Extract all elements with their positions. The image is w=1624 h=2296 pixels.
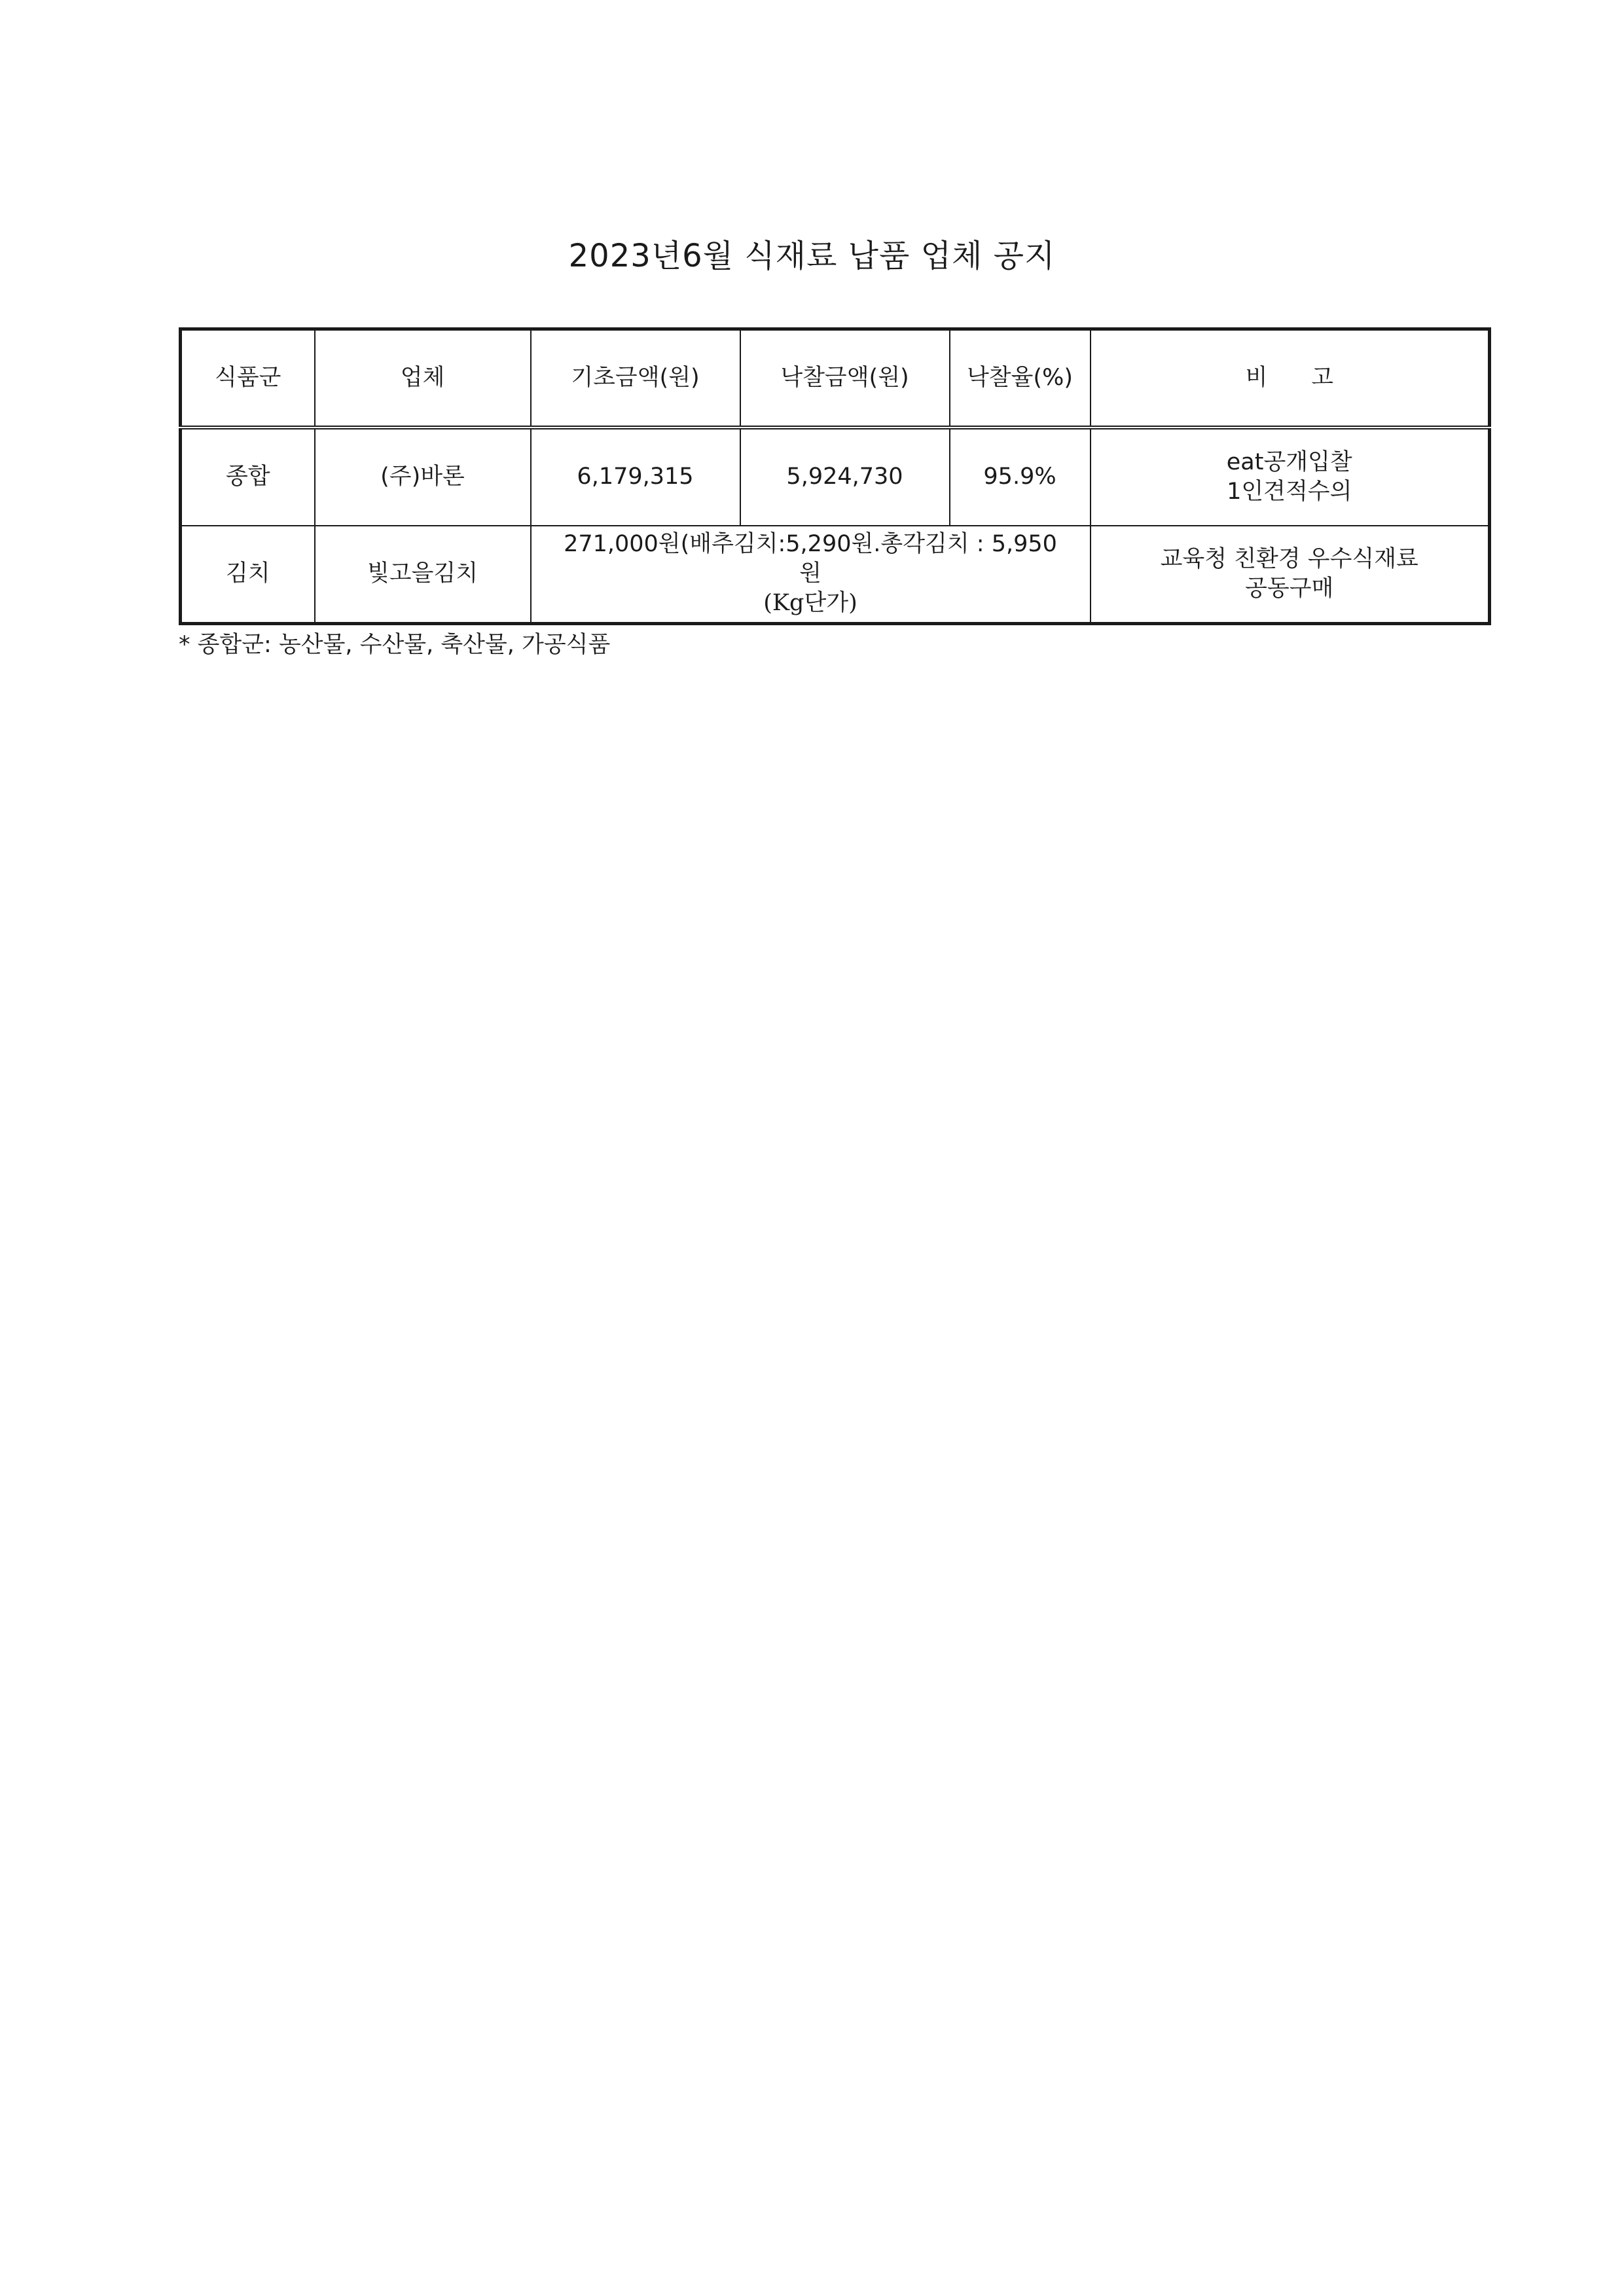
note-line: 1인견적수의 <box>1227 478 1352 505</box>
header-bid-amount: 낙찰금액(원) <box>740 329 950 428</box>
price-line: 271,000원(배추김치:5,290원.총각김치 : 5,950 <box>564 531 1057 558</box>
price-line: (Kg단가) <box>763 590 857 617</box>
cell-note <box>1091 526 1490 624</box>
note-line: eat공개입찰 <box>1226 448 1352 475</box>
cell-base-amount: 6,179,315 <box>531 428 740 526</box>
header-note: 비 고 <box>1091 329 1490 428</box>
document-title: 2023년6월 식재료 납품 업체 공지 <box>568 238 1056 274</box>
cell-kimchi-price <box>531 526 1091 624</box>
cell-note <box>1091 428 1490 526</box>
header-bid-rate: 낙찰율(%) <box>950 329 1091 428</box>
footnote: * 종합군: 농산물, 수산물, 축산물, 가공식품 <box>179 632 611 658</box>
note-line: 교육청 친환경 우수식재료 <box>1160 545 1418 572</box>
cell-food-group: 종합 <box>181 428 315 526</box>
header-food-group: 식품군 <box>181 329 315 428</box>
cell-food-group: 김치 <box>181 526 315 624</box>
cell-vendor: 빛고을김치 <box>315 526 531 624</box>
vendor-notice-table <box>179 327 1491 625</box>
header-base-amount: 기초금액(원) <box>531 329 740 428</box>
cell-bid-rate: 95.9% <box>950 428 1091 526</box>
cell-bid-amount: 5,924,730 <box>740 428 950 526</box>
table-row <box>181 526 1490 624</box>
price-line: 원 <box>799 560 821 587</box>
note-line: 공동구매 <box>1245 575 1334 602</box>
table-row <box>181 428 1490 526</box>
header-vendor: 업체 <box>315 329 531 428</box>
table-header-row <box>181 329 1490 428</box>
cell-vendor: (주)바론 <box>315 428 531 526</box>
